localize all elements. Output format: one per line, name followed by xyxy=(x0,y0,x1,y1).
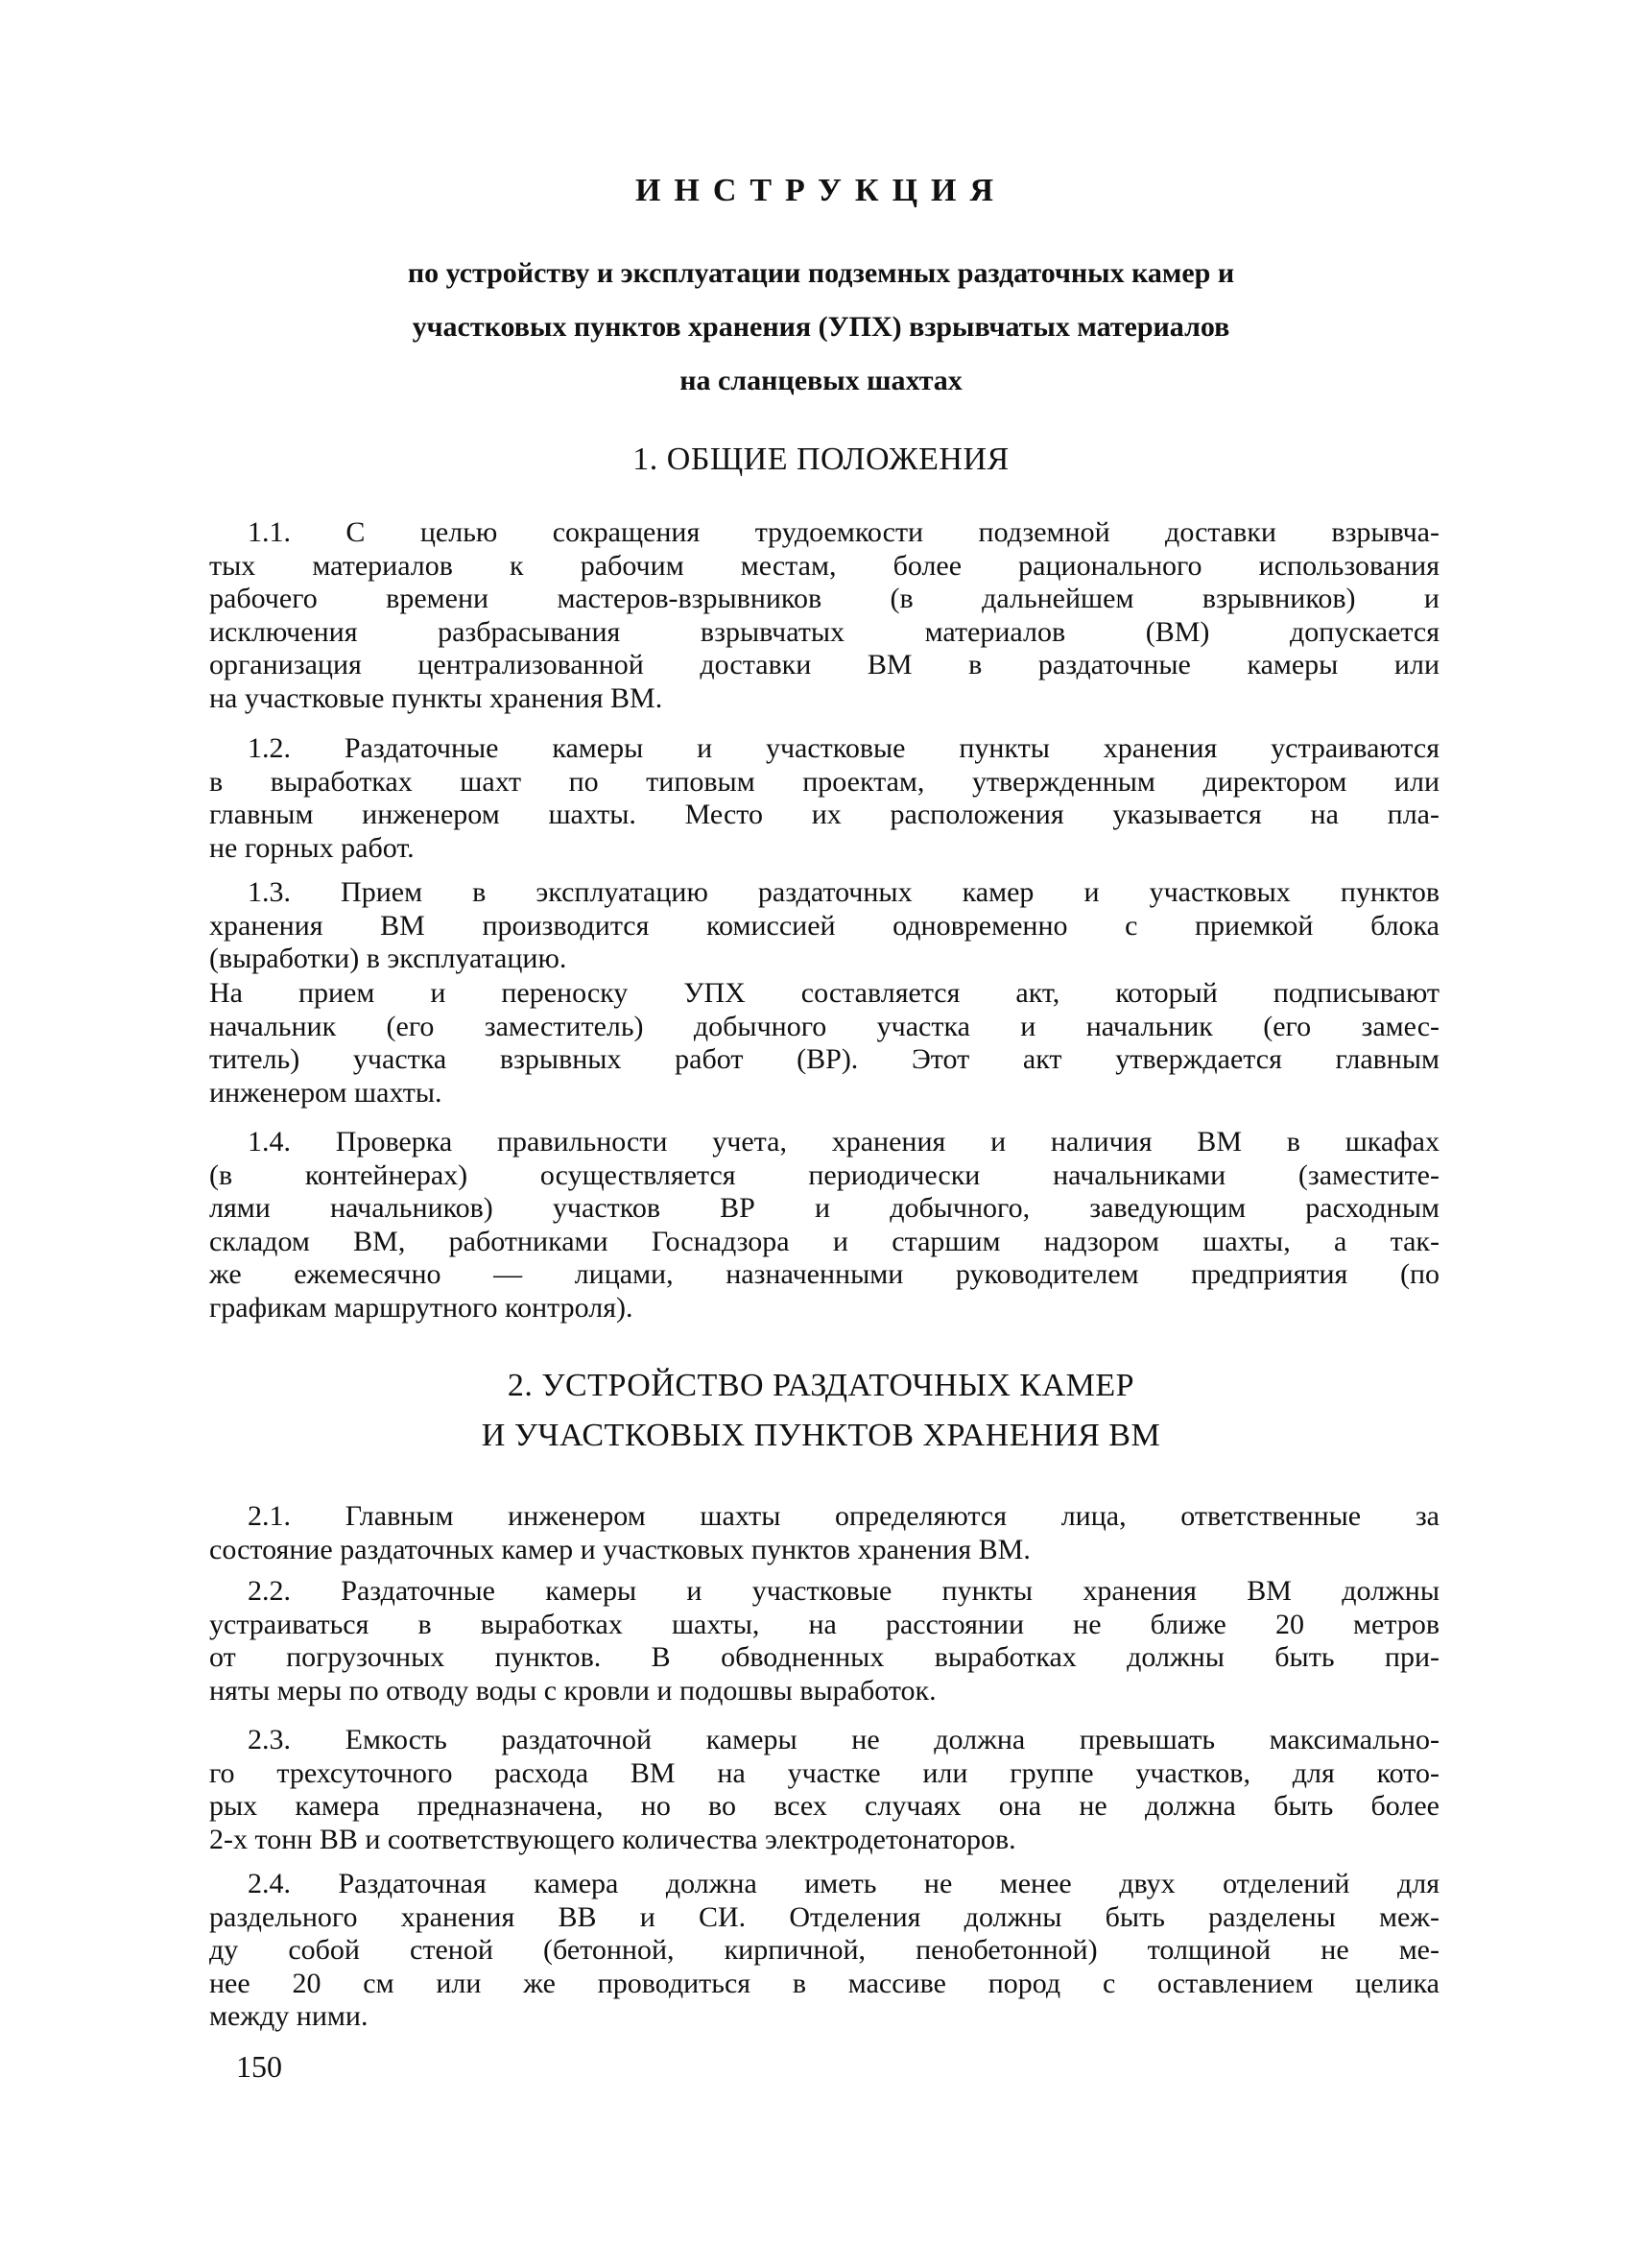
text-line: лями начальников) участков ВР и добычного, заведующим расходным xyxy=(209,1192,1440,1224)
paragraph-1-1 xyxy=(209,516,1440,715)
text-line: няты меры по отводу воды с кровли и подошвы выработок. xyxy=(209,1674,937,1707)
text-line: 2.1. Главным инженером шахты определяются лица, ответственные за xyxy=(248,1500,1440,1532)
paragraph-1-3 xyxy=(209,876,1440,976)
text-line: не горных работ. xyxy=(209,831,415,864)
paragraph-2-1 xyxy=(209,1500,1440,1566)
text-line: рых камера предназначена, но во всех случаях она не должна быть более xyxy=(209,1790,1440,1822)
document-subtitle-line: участковых пунктов хранения (УПХ) взрывчатых материалов xyxy=(412,311,1230,343)
text-line: На прием и переноску УПХ составляется акт, который подписывают xyxy=(209,977,1440,1009)
page-number: 150 xyxy=(236,2049,282,2084)
text-line: го трехсуточного расхода ВМ на участке или группе участков, для кото- xyxy=(209,1756,1440,1789)
text-line: 2-х тонн ВВ и соответствующего количества электродетонаторов. xyxy=(209,1823,1016,1855)
text-line: 1.4. Проверка правильности учета, хранения и наличия ВМ в шкафах xyxy=(248,1126,1440,1158)
text-line: (в контейнерах) осуществляется периодически начальниками (заместите- xyxy=(209,1158,1440,1191)
text-line: 1.3. Прием в эксплуатацию раздаточных камер и участковых пунктов xyxy=(248,876,1440,908)
section-1-heading: 1. ОБЩИЕ ПОЛОЖЕНИЯ xyxy=(632,442,1010,477)
text-line: устраиваться в выработках шахты, на расстоянии не ближе 20 метров xyxy=(209,1608,1440,1640)
text-line: графикам маршрутного контроля). xyxy=(209,1291,633,1324)
text-line: главным инженером шахты. Место их расположения указывается на пла- xyxy=(209,799,1440,830)
text-line: 1.1. С целью сокращения трудоемкости подземной доставки взрывча- xyxy=(248,516,1440,548)
text-line: начальник (его заместитель) добычного участка и начальник (его замес- xyxy=(209,1010,1440,1042)
section-2-heading-line: И УЧАСТКОВЫХ ПУНКТОВ ХРАНЕНИЯ ВМ xyxy=(481,1418,1161,1453)
paragraph-1-3-act xyxy=(209,977,1440,1110)
text-line: состояние раздаточных камер и участковых пунктов хранения ВМ. xyxy=(209,1533,1031,1565)
text-line: 2.3. Емкость раздаточной камеры не должна превышать максимально- xyxy=(248,1724,1440,1755)
paragraph-2-4 xyxy=(209,1868,1440,2034)
text-line: ду собой стеной (бетонной, кирпичной, пенобетонной) толщиной не ме- xyxy=(209,1934,1440,1966)
text-line: 2.4. Раздаточная камера должна иметь не менее двух отделений для xyxy=(248,1868,1440,1899)
paragraph-2-2 xyxy=(209,1575,1440,1707)
text-line: раздельного хранения ВВ и СИ. Отделения должны быть разделены меж- xyxy=(209,1900,1440,1933)
text-line: инженером шахты. xyxy=(209,1076,442,1109)
paragraph-1-2 xyxy=(209,732,1440,865)
text-line: 1.2. Раздаточные камеры и участковые пункты хранения устраиваются xyxy=(248,732,1440,764)
text-line: между ними. xyxy=(209,2000,369,2032)
paragraph-1-4 xyxy=(209,1126,1440,1325)
document-title: ИНСТРУКЦИЯ xyxy=(634,173,1008,208)
text-line: рабочего времени мастеров-взрывников (в дальнейшем взрывников) и xyxy=(209,583,1440,614)
text-line: хранения ВМ производится комиссией одновременно с приемкой блока xyxy=(209,909,1440,942)
text-line: в выработках шахт по типовым проектам, утвержденным директором или xyxy=(209,765,1440,798)
text-line: исключения разбрасывания взрывчатых материалов (ВМ) допускается xyxy=(209,615,1440,648)
text-line: от погрузочных пунктов. В обводненных выработках должны быть при- xyxy=(209,1641,1440,1673)
text-line: складом ВМ, работниками Госнадзора и старшим надзором шахты, а так- xyxy=(209,1225,1440,1257)
text-line: титель) участка взрывных работ (ВР). Этот акт утверждается главным xyxy=(209,1043,1440,1075)
text-line: же ежемесячно — лицами, назначенными руководителем предприятия (по xyxy=(209,1258,1440,1290)
text-line: на участковые пункты хранения ВМ. xyxy=(209,681,663,714)
text-line: (выработки) в эксплуатацию. xyxy=(209,943,567,974)
text-line: нее 20 см или же проводиться в массиве пород с оставлением целика xyxy=(209,1967,1440,1999)
text-line: тых материалов к рабочим местам, более рационального использования xyxy=(209,549,1440,582)
text-line: 2.2. Раздаточные камеры и участковые пункты хранения ВМ должны xyxy=(248,1575,1440,1607)
text-line: организация централизованной доставки ВМ в раздаточные камеры или xyxy=(209,649,1440,680)
document-subtitle-line: по устройству и эксплуатации подземных раздаточных камер и xyxy=(407,257,1235,289)
document-subtitle-line: на сланцевых шахтах xyxy=(679,365,963,396)
section-2-heading-line: 2. УСТРОЙСТВО РАЗДАТОЧНЫХ КАМЕР xyxy=(507,1368,1135,1403)
paragraph-2-3 xyxy=(209,1724,1440,1856)
